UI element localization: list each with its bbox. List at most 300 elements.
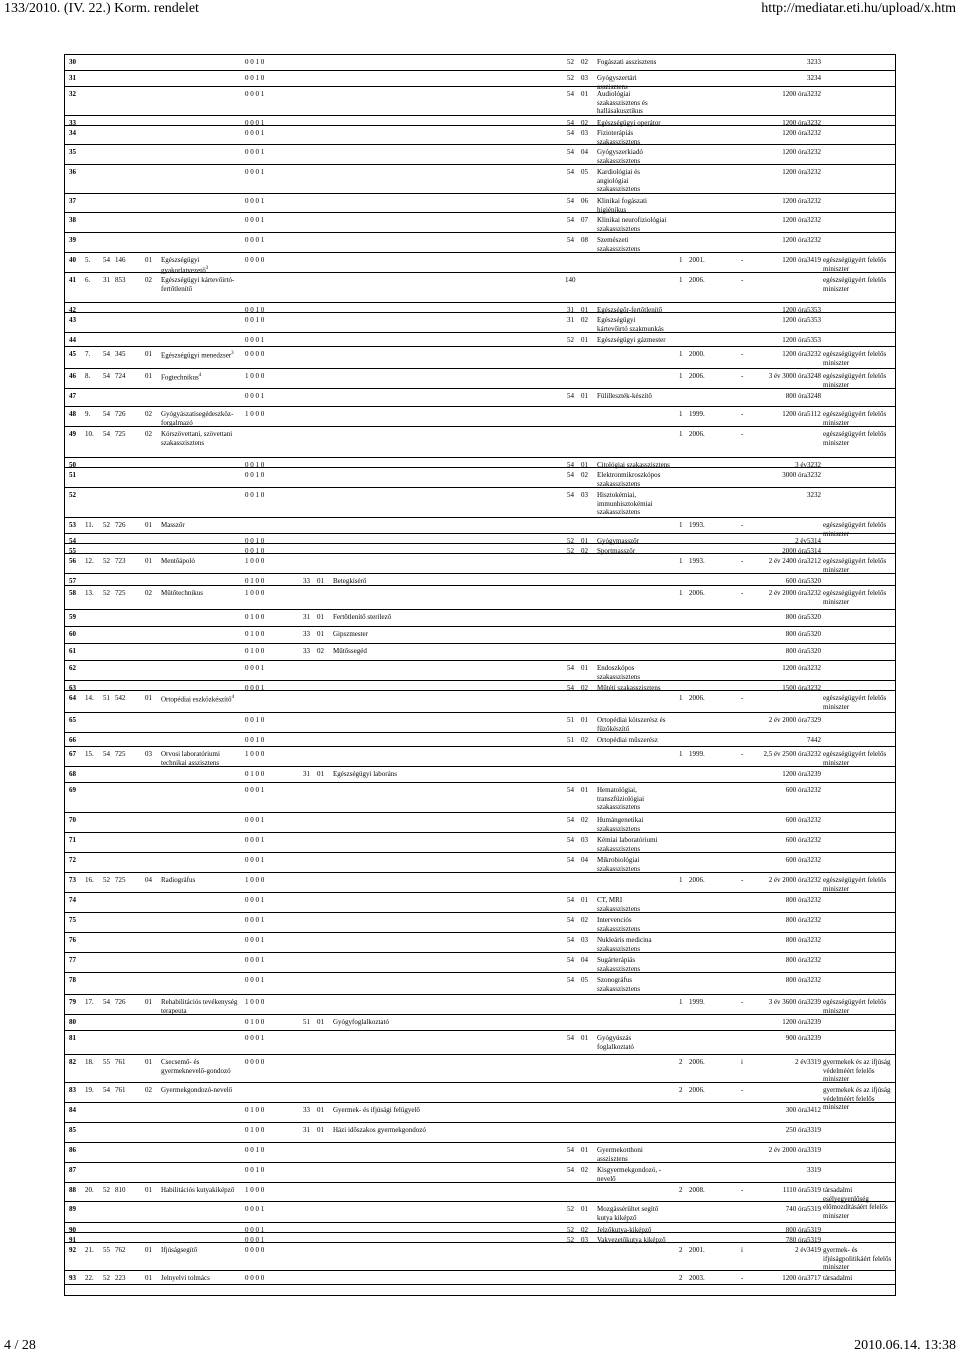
flag-digits: 0 0 0 1 xyxy=(245,148,265,156)
responsible-minister: egészségügyért felelős miniszter xyxy=(823,589,887,606)
flag-digits: 0 0 0 1 xyxy=(245,816,265,824)
duration: 2,5 év 2500 óra xyxy=(763,750,807,758)
sub-code-a: 54 xyxy=(567,976,574,984)
row-number: 80 xyxy=(69,1018,76,1026)
table-row xyxy=(65,333,895,347)
ordinal: 5. xyxy=(85,256,91,264)
sub-qualification-name: Műtéti szakasszisztens xyxy=(597,684,661,692)
sub-code-a: 54 xyxy=(567,471,574,479)
okj-code-c: 01 xyxy=(145,694,152,702)
feor-code: 3232 xyxy=(807,461,821,469)
duration: 600 óra xyxy=(785,786,807,794)
okj-code-a: 51 xyxy=(103,694,110,702)
okj-code-b: 725 xyxy=(115,876,126,884)
sub-qualification-name: Audiológiai szakasszisztens és hallásakusztikus xyxy=(597,90,648,116)
row-number: 84 xyxy=(69,1106,76,1114)
table-row xyxy=(65,253,895,273)
table-row xyxy=(65,554,895,574)
table-row xyxy=(65,873,895,893)
table-row xyxy=(65,1055,895,1083)
sub-code-b: 01 xyxy=(317,613,324,621)
duration: 2 év 2000 óra xyxy=(768,876,807,884)
qualification-name: Egészségügyi menedzser$^3$ xyxy=(161,351,234,360)
feor-code: 5320 xyxy=(807,630,821,638)
table-row xyxy=(65,783,895,813)
row-number: 72 xyxy=(69,856,76,864)
okj-code-a: 52 xyxy=(103,876,110,884)
row-number: 53 xyxy=(69,521,76,529)
duration: 2 év 2400 óra xyxy=(768,557,807,565)
sub-qualification-name: Gyógyszerkiadó szakasszisztens xyxy=(597,148,643,165)
qualification-name: Egészségügyi kártevőirtó-fertőtlenítő xyxy=(161,276,235,293)
sub-qualification-name: Fizioterápiás szakasszisztens xyxy=(597,129,641,146)
sub-qualification-name: Ortopédiai kötszerész és fűzőkészítő xyxy=(597,716,666,733)
sub-code-b: 01 xyxy=(317,1106,324,1114)
sub-code-b: 01 xyxy=(581,786,588,794)
duration: 2000 óra xyxy=(782,547,807,555)
feor-code: 3232 xyxy=(807,90,821,98)
duration: 1200 óra xyxy=(782,236,807,244)
status-flag: - xyxy=(741,589,744,597)
flag-digits: 0 1 0 0 xyxy=(245,647,265,655)
feor-code: 3232 xyxy=(807,216,821,224)
responsible-minister: egészségügyért felelős miniszter xyxy=(823,998,887,1015)
level-flag: 1 xyxy=(679,876,683,884)
sub-code-a: 33 xyxy=(303,577,310,585)
row-number: 90 xyxy=(69,1226,76,1234)
okj-code-b: 146 xyxy=(115,256,126,264)
duration: 2 év xyxy=(795,1058,807,1066)
table-row xyxy=(65,713,895,733)
flag-digits: 1 0 0 0 xyxy=(245,557,265,565)
flag-digits: 0 0 1 0 xyxy=(245,461,265,469)
year: 2000. xyxy=(689,350,705,358)
flag-digits: 0 1 0 0 xyxy=(245,577,265,585)
feor-code: 3248 xyxy=(807,392,821,400)
flag-digits: 0 1 0 0 xyxy=(245,630,265,638)
feor-code: 5353 xyxy=(807,306,821,314)
sub-qualification-name: Vakvezetőkutya kiképző xyxy=(597,1236,666,1244)
qualification-name: Masszőr xyxy=(161,521,185,529)
sub-code-b: 01 xyxy=(581,392,588,400)
okj-code-a: 54 xyxy=(103,410,110,418)
sub-qualification-name: Fogászati asszisztens xyxy=(597,58,657,66)
year: 2001. xyxy=(689,1246,705,1254)
okj-code-c: 02 xyxy=(145,430,152,438)
row-number: 74 xyxy=(69,896,76,904)
ordinal: 7. xyxy=(85,350,91,358)
sub-qualification-name: Fülilleszték-készítő xyxy=(597,392,652,400)
feor-code: 7329 xyxy=(807,716,821,724)
feor-code: 3232 xyxy=(807,684,821,692)
footnote-marker[interactable]: 4 xyxy=(198,373,202,378)
feor-code: 3239 xyxy=(807,998,821,1006)
sub-code-a: 54 xyxy=(567,664,574,672)
sub-code-a: 54 xyxy=(567,1146,574,1154)
table-row xyxy=(65,233,895,253)
responsible-minister: egészségügyért felelős miniszter xyxy=(823,694,887,711)
row-number: 85 xyxy=(69,1126,76,1134)
year: 2006. xyxy=(689,276,705,284)
duration: 1200 óra xyxy=(782,1274,807,1282)
feor-code: 5319 xyxy=(807,1236,821,1244)
table-row xyxy=(65,468,895,488)
level-flag: 1 xyxy=(679,430,683,438)
row-number: 71 xyxy=(69,836,76,844)
okj-code-b: 723 xyxy=(115,557,126,565)
table-row xyxy=(65,369,895,389)
duration: 1200 óra xyxy=(782,90,807,98)
table-row xyxy=(65,813,895,833)
header-url[interactable]: http://mediatar.eti.hu/upload/x.htm xyxy=(761,1,956,16)
ordinal: 20. xyxy=(85,1186,94,1194)
table-row xyxy=(65,534,895,544)
okj-code-b: 726 xyxy=(115,410,126,418)
flag-digits: 0 1 0 0 xyxy=(245,613,265,621)
table-row xyxy=(65,661,895,681)
okj-code-b: 726 xyxy=(115,998,126,1006)
okj-code-b: 725 xyxy=(115,589,126,597)
duration: 800 óra xyxy=(785,896,807,904)
row-number: 93 xyxy=(69,1274,76,1282)
sub-qualification-name: Egészségügyi kártevőirtó szakmunkás xyxy=(597,316,664,333)
level-flag: 2 xyxy=(679,1246,683,1254)
feor-code: 3232 xyxy=(807,664,821,672)
flag-digits: 0 0 1 0 xyxy=(245,58,265,66)
row-number: 76 xyxy=(69,936,76,944)
responsible-minister: egészségügyért felelős miniszter xyxy=(823,876,887,893)
footnote-marker[interactable]: 4 xyxy=(231,695,235,700)
ordinal: 6. xyxy=(85,276,91,284)
sub-code-a: 51 xyxy=(567,716,574,724)
row-number: 60 xyxy=(69,630,76,638)
table-row xyxy=(65,194,895,213)
flag-digits: 0 0 0 1 xyxy=(245,786,265,794)
table-row xyxy=(65,213,895,233)
sub-qualification-name: Nukleáris medicina szakasszisztens xyxy=(597,936,652,953)
status-flag: - xyxy=(741,276,744,284)
feor-code: 3232 xyxy=(807,491,821,499)
row-number: 62 xyxy=(69,664,76,672)
sub-code-a: 31 xyxy=(303,613,310,621)
sub-qualification-name: Citológiai szakasszisztens xyxy=(597,461,670,469)
sub-qualification-name: Betegkísérő xyxy=(333,577,367,585)
footnote-marker[interactable]: 3 xyxy=(205,265,209,271)
flag-digits: 0 0 0 1 xyxy=(245,119,265,127)
okj-code-c: 02 xyxy=(145,410,152,418)
row-number: 44 xyxy=(69,336,76,344)
sub-qualification-name: Egészségőr-fertőtlenítő xyxy=(597,306,663,314)
duration: 800 óra xyxy=(785,613,807,621)
duration: 1200 óra xyxy=(782,350,807,358)
ordinal: 8. xyxy=(85,372,91,380)
sub-code-a: 52 xyxy=(567,1236,574,1244)
status-flag: i xyxy=(741,1058,743,1066)
table-row xyxy=(65,747,895,767)
table-row xyxy=(65,853,895,873)
duration: 2 év xyxy=(795,1246,807,1254)
flag-digits: 1 0 0 0 xyxy=(245,1186,265,1194)
ordinal: 10. xyxy=(85,430,94,438)
table-row xyxy=(65,145,895,165)
row-number: 78 xyxy=(69,976,76,984)
sub-qualification-name: Műtőssegéd xyxy=(333,647,367,655)
table-row xyxy=(65,488,895,518)
sub-code-b: 01 xyxy=(317,577,324,585)
row-number: 54 xyxy=(69,537,76,545)
sub-qualification-name: Gyermek- és ifjúsági felügyelő xyxy=(333,1106,420,1114)
qualification-name: Ortopédiai eszközkészítő$^4$ xyxy=(161,695,235,704)
sub-code-b: 02 xyxy=(581,736,588,744)
sub-code-a: 52 xyxy=(567,58,574,66)
row-number: 42 xyxy=(69,306,76,314)
table-row xyxy=(65,767,895,783)
year: 1999. xyxy=(689,998,705,1006)
feor-code: 5319 xyxy=(807,1186,821,1194)
sub-code-b: 01 xyxy=(581,336,588,344)
year: 2008. xyxy=(689,1186,705,1194)
sub-code-a: 54 xyxy=(567,461,574,469)
flag-digits: 0 0 0 0 xyxy=(245,256,265,264)
feor-code: 3232 xyxy=(807,936,821,944)
feor-code: 3717 xyxy=(807,1274,821,1282)
flag-digits: 0 0 0 1 xyxy=(245,836,265,844)
sub-code-b: 01 xyxy=(317,770,324,778)
sub-code-b: 02 xyxy=(581,119,588,127)
sub-code-a: 54 xyxy=(567,197,574,205)
duration: 1200 óra xyxy=(782,197,807,205)
duration: 800 óra xyxy=(785,1226,807,1234)
responsible-minister: egészségügyért felelős miniszter xyxy=(823,372,887,389)
table-row xyxy=(65,1243,895,1271)
sub-code-a: 54 xyxy=(567,856,574,864)
feor-code: 3232 xyxy=(807,976,821,984)
ordinal: 12. xyxy=(85,557,94,565)
sub-code-b: 02 xyxy=(581,471,588,479)
row-number: 91 xyxy=(69,1236,76,1244)
sub-code-a: 54 xyxy=(567,956,574,964)
table-row xyxy=(65,1202,895,1223)
flag-digits: 0 0 1 0 xyxy=(245,1146,265,1154)
okj-code-a: 54 xyxy=(103,430,110,438)
feor-code: 3412 xyxy=(807,1106,821,1114)
row-number: 69 xyxy=(69,786,76,794)
sub-qualification-name: Jelzőkutya-kiképző xyxy=(597,1226,652,1234)
feor-code: 3212 xyxy=(807,557,821,565)
row-number: 51 xyxy=(69,471,76,479)
table-row xyxy=(65,1031,895,1055)
table-row xyxy=(65,973,895,995)
row-number: 88 xyxy=(69,1186,76,1194)
okj-code-b: 726 xyxy=(115,521,126,529)
sub-code-b: 01 xyxy=(581,664,588,672)
year: 2003. xyxy=(689,1274,705,1282)
feor-code: 3319 xyxy=(807,1058,821,1066)
flag-digits: 0 0 0 1 xyxy=(245,236,265,244)
feor-code: 3239 xyxy=(807,1018,821,1026)
sub-qualification-name: Szemészeti szakasszisztens xyxy=(597,236,641,253)
row-number: 31 xyxy=(69,74,76,82)
ordinal: 16. xyxy=(85,876,94,884)
sub-qualification-name: Klinikai fogászati higiénikus xyxy=(597,197,647,214)
duration: 800 óra xyxy=(785,916,807,924)
flag-digits: 0 0 1 0 xyxy=(245,537,265,545)
ordinal: 11. xyxy=(85,521,94,529)
sub-code-a: 54 xyxy=(567,936,574,944)
qualification-name: Radiográfus xyxy=(161,876,196,884)
sub-code-b: 01 xyxy=(581,90,588,98)
sub-code-b: 03 xyxy=(581,129,588,137)
okj-code-b: 725 xyxy=(115,430,126,438)
sub-code-a: 54 xyxy=(567,816,574,824)
sub-qualification-name: Hematológiai, transzfúziológiai szakasszisztens xyxy=(597,786,645,812)
row-number: 52 xyxy=(69,491,76,499)
flag-digits: 0 0 1 0 xyxy=(245,547,265,555)
feor-code: 3232 xyxy=(807,916,821,924)
feor-code: 3232 xyxy=(807,786,821,794)
flag-digits: 0 0 0 1 xyxy=(245,664,265,672)
year: 1999. xyxy=(689,410,705,418)
responsible-minister: egészségügyért felelős miniszter xyxy=(823,350,887,367)
feor-code: 3232 xyxy=(807,876,821,884)
duration: 1200 óra xyxy=(782,316,807,324)
sub-code-a: 31 xyxy=(567,316,574,324)
duration: 300 óra xyxy=(785,1106,807,1114)
feor-code: 3234 xyxy=(807,74,821,82)
sub-qualification-name: Humángenetikai szakasszisztens xyxy=(597,816,644,833)
row-number: 79 xyxy=(69,998,76,1006)
table-row xyxy=(65,347,895,369)
sub-code-b: 01 xyxy=(581,716,588,724)
sub-qualification-name: Gyógyszertári asszisztens xyxy=(597,74,637,91)
sub-qualification-name: Fertőtlenítő sterilező xyxy=(333,613,392,621)
table-row xyxy=(65,833,895,853)
feor-code: 3419 xyxy=(807,1246,821,1254)
flag-digits: 0 0 0 1 xyxy=(245,1226,265,1234)
row-number: 73 xyxy=(69,876,76,884)
table-row xyxy=(65,995,895,1015)
okj-code-a: 54 xyxy=(103,372,110,380)
duration: 1200 óra xyxy=(782,1018,807,1026)
responsible-minister: egészségügyért felelős miniszter xyxy=(823,256,887,273)
okj-code-a: 55 xyxy=(103,1246,110,1254)
row-number: 67 xyxy=(69,750,76,758)
sub-code-a: 54 xyxy=(567,836,574,844)
responsible-minister: gyermekek és az ifjúság védelméért felelős miniszter xyxy=(823,1058,891,1084)
sub-code-b: 02 xyxy=(581,1166,588,1174)
sub-code-a: 54 xyxy=(567,90,574,98)
feor-code: 5320 xyxy=(807,647,821,655)
level-flag: 2 xyxy=(679,1086,683,1094)
okj-code-a: 31 xyxy=(103,276,110,284)
qualification-name: Fogtechnikus$^4$ xyxy=(161,373,202,382)
row-number: 83 xyxy=(69,1086,76,1094)
row-number: 68 xyxy=(69,770,76,778)
duration: 800 óra xyxy=(785,936,807,944)
row-number: 59 xyxy=(69,613,76,621)
ordinal: 9. xyxy=(85,410,91,418)
sub-code-b: 01 xyxy=(581,1205,588,1213)
table-row xyxy=(65,116,895,126)
flag-digits: 0 0 1 0 xyxy=(245,716,265,724)
sub-code-a: 54 xyxy=(567,684,574,692)
duration: 1200 óra xyxy=(782,148,807,156)
flag-digits: 0 0 1 0 xyxy=(245,306,265,314)
sub-code-b: 07 xyxy=(581,216,588,224)
flag-digits: 1 0 0 0 xyxy=(245,750,265,758)
flag-digits: 0 0 1 0 xyxy=(245,736,265,744)
sub-qualification-name: Mozgássérültet segítő kutya kiképző xyxy=(597,1205,659,1222)
sub-code-a: 54 xyxy=(567,786,574,794)
flag-digits: 0 0 1 0 xyxy=(245,491,265,499)
sub-qualification-name: Mikrobiológiai szakasszisztens xyxy=(597,856,641,873)
flag-digits: 0 1 0 0 xyxy=(245,1106,265,1114)
row-number: 37 xyxy=(69,197,76,205)
feor-code: 3232 xyxy=(807,197,821,205)
sub-code-a: 33 xyxy=(303,1106,310,1114)
status-flag: - xyxy=(741,876,744,884)
status-flag: - xyxy=(741,1086,744,1094)
table-row xyxy=(65,953,895,973)
duration: 740 óra xyxy=(785,1205,807,1213)
responsible-minister: egészségügyért felelős miniszter xyxy=(823,410,887,427)
level-flag: 1 xyxy=(679,694,683,702)
year: 2006. xyxy=(689,1058,705,1066)
feor-code: 3319 xyxy=(807,1146,821,1154)
flag-digits: 0 0 0 0 xyxy=(245,1274,265,1282)
table-row xyxy=(65,165,895,194)
table-row xyxy=(65,544,895,554)
row-number: 45 xyxy=(69,350,76,358)
status-flag: - xyxy=(741,521,744,529)
sub-code-a: 52 xyxy=(567,1226,574,1234)
flag-digits: 0 0 0 1 xyxy=(245,1236,265,1244)
footnote-marker[interactable]: 3 xyxy=(231,351,234,356)
sub-qualification-name: Klinikai neurofiziológiai szakasszisztens xyxy=(597,216,667,233)
flag-digits: 0 0 0 1 xyxy=(245,976,265,984)
qualification-name: Ifjúságsegítő xyxy=(161,1246,198,1254)
feor-code: 3232 xyxy=(807,956,821,964)
flag-digits: 0 0 0 1 xyxy=(245,856,265,864)
sub-qualification-name: Házi időszakos gyermekgondozó xyxy=(333,1126,426,1134)
sub-code-b: 01 xyxy=(581,1034,588,1042)
table-row xyxy=(65,1271,895,1285)
sub-qualification-name: Egészségügyi operátor xyxy=(597,119,661,127)
sub-code-a: 33 xyxy=(303,630,310,638)
page-header xyxy=(0,0,960,20)
okj-code-b: 724 xyxy=(115,372,126,380)
sub-code-b: 03 xyxy=(581,836,588,844)
flag-digits: 0 0 1 0 xyxy=(245,471,265,479)
flag-digits: 0 0 0 1 xyxy=(245,1034,265,1042)
row-number: 61 xyxy=(69,647,76,655)
sub-qualification-name: Ortopédiai műszerész xyxy=(597,736,658,744)
feor-code: 3248 xyxy=(807,372,821,380)
header-title: 133/2010. (IV. 22.) Korm. rendelet xyxy=(4,1,199,16)
okj-code-c: 01 xyxy=(145,350,152,358)
feor-code: 3232 xyxy=(807,471,821,479)
sub-code-b: 03 xyxy=(581,74,588,82)
table-row xyxy=(65,1015,895,1031)
table-row xyxy=(65,407,895,427)
level-flag: 1 xyxy=(679,350,683,358)
level-flag: 1 xyxy=(679,750,683,758)
level-flag: 1 xyxy=(679,256,683,264)
status-flag: - xyxy=(741,750,744,758)
table-row xyxy=(65,691,895,713)
flag-digits: 1 0 0 0 xyxy=(245,998,265,1006)
sub-qualification-name: Kémiai laboratóriumi szakasszisztens xyxy=(597,836,658,853)
